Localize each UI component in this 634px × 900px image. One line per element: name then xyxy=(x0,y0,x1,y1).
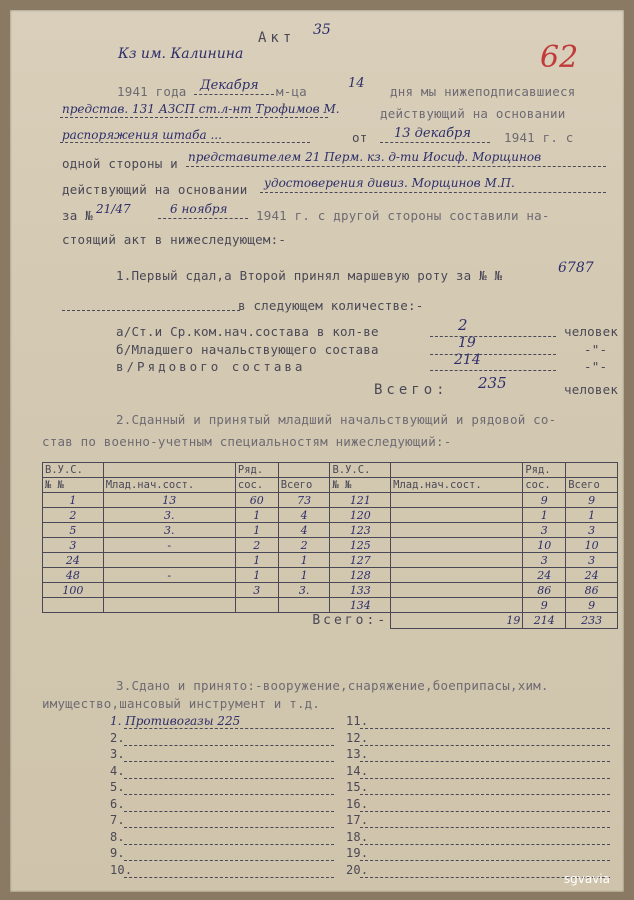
item-line: 2. xyxy=(110,730,125,745)
underline xyxy=(360,860,610,861)
item-line: 19. xyxy=(346,846,369,860)
table-cell: 24 xyxy=(523,568,566,583)
item-line: 20. xyxy=(346,862,369,877)
underline xyxy=(360,844,610,845)
underline xyxy=(360,794,610,795)
item-line: 12. xyxy=(346,730,369,745)
underline xyxy=(360,745,610,746)
total-label: Всего: xyxy=(374,382,449,398)
table-cell: 3 xyxy=(523,553,566,568)
table-cell: 4 xyxy=(278,508,330,523)
table-cell xyxy=(391,508,523,523)
row-b-value: 19 xyxy=(458,335,476,351)
table-cell: 86 xyxy=(566,583,618,598)
underline xyxy=(380,142,490,143)
table-cell: 121 xyxy=(330,493,391,508)
table-cell: 24 xyxy=(43,553,104,568)
line3-post: 1941 г. с xyxy=(504,130,574,145)
row-b-label: б/Младшего начальствующего состава xyxy=(116,342,379,357)
underline xyxy=(124,761,334,762)
table-cell: 100 xyxy=(43,583,104,598)
item-line: 6. xyxy=(110,796,125,811)
item-line: 3. xyxy=(110,747,125,761)
table-cell: 3. xyxy=(103,523,235,538)
table-cell: 9 xyxy=(566,598,618,613)
table-cell: 3 xyxy=(566,523,618,538)
item-line: 17. xyxy=(346,813,369,827)
table-cell xyxy=(103,598,235,613)
table-cell: - xyxy=(103,538,235,553)
line1-post: дня мы нижеподписавшиеся xyxy=(390,84,576,99)
col-blank xyxy=(391,463,523,478)
underline xyxy=(360,811,610,812)
underline xyxy=(158,218,248,219)
row-c-unit: -"- xyxy=(584,359,608,374)
table-cell: 2 xyxy=(43,508,104,523)
item-line: 10. xyxy=(110,862,133,877)
table-cell: 3 xyxy=(43,538,104,553)
sum-label: Всего:- xyxy=(312,613,389,628)
row-a-unit: человек xyxy=(564,324,619,339)
table-cell: 4 xyxy=(278,523,330,538)
table-cell: 1 xyxy=(566,508,618,523)
underline xyxy=(360,827,610,828)
underline xyxy=(124,827,334,828)
table-cell: 2 xyxy=(235,538,278,553)
document-title: Акт xyxy=(258,30,296,46)
p2-line1: 2.Сданный и принятый младший начальствующий и рядовой со- xyxy=(116,412,557,427)
p1-company-number: 6787 xyxy=(558,260,594,276)
underline xyxy=(124,860,334,861)
line4-representative: представителем 21 Перм. кз. д-ти Иосиф. Морщинов xyxy=(188,150,542,164)
table-cell: 3 xyxy=(523,523,566,538)
table-cell: 2 xyxy=(278,538,330,553)
table-cell: 9 xyxy=(566,493,618,508)
table-cell: 10 xyxy=(523,538,566,553)
item-line: 13. xyxy=(346,747,369,761)
underline xyxy=(124,877,334,878)
table-cell: 1 xyxy=(235,508,278,523)
table-row xyxy=(43,523,618,538)
table-cell xyxy=(391,493,523,508)
total-unit: человек xyxy=(564,382,619,397)
archive-page-number: 62 xyxy=(540,40,579,75)
row-a-value: 2 xyxy=(458,316,468,334)
sum-ryad: 214 xyxy=(523,613,566,629)
table-cell: 1 xyxy=(278,553,330,568)
line6-number: 21/47 xyxy=(96,202,131,216)
table-cell xyxy=(391,538,523,553)
table-cell: 9 xyxy=(523,598,566,613)
table-cell: 60 xyxy=(235,493,278,508)
table-cell: 1 xyxy=(43,493,104,508)
col-mlad-right: Млад.нач.сост. xyxy=(391,478,523,493)
line6-pre: за № xyxy=(62,208,93,223)
line1-day: 14 xyxy=(348,76,365,91)
table-cell: 133 xyxy=(330,583,391,598)
underline xyxy=(60,117,328,118)
line1-year: 1941 года xyxy=(117,84,187,99)
line3-date: 13 декабря xyxy=(394,126,471,141)
table-cell xyxy=(235,598,278,613)
line3-basis: распоряжения штаба ... xyxy=(62,128,222,142)
underline xyxy=(62,310,240,311)
item-line: 1. Противогазы 225 xyxy=(110,714,241,728)
line4-pre: одной стороны и xyxy=(62,156,178,171)
table-cell xyxy=(391,553,523,568)
table-cell: 1 xyxy=(235,523,278,538)
p2-line2: став по военно-учетным специальностям нижеследующий:- xyxy=(42,434,452,449)
table-row xyxy=(43,538,618,553)
col-ryad-right: Ряд. xyxy=(523,463,566,478)
table-cell: - xyxy=(103,568,235,583)
col-total-right: Всего xyxy=(566,478,618,493)
item-line: 7. xyxy=(110,813,125,827)
underline xyxy=(186,166,606,167)
underline xyxy=(430,370,556,371)
col-mlad-left: Млад.нач.сост. xyxy=(103,478,235,493)
table-cell xyxy=(103,553,235,568)
underline xyxy=(124,844,334,845)
underline xyxy=(60,142,310,143)
p3-line1: 3.Сдано и принято:-вооружение,снаряжение,боеприпасы,хим. xyxy=(116,678,549,693)
line7: стоящий акт в нижеследующем:- xyxy=(62,232,287,247)
table-cell: 134 xyxy=(330,598,391,613)
place: Кз им. Калинина xyxy=(118,46,244,62)
col-sos-left: сос. xyxy=(235,478,278,493)
table-cell xyxy=(391,523,523,538)
row-c-label: в/Рядового состава xyxy=(116,359,306,374)
underline xyxy=(124,811,334,812)
p3-line2: имущество,шансовый инструмент и т.д. xyxy=(42,696,321,711)
table-row xyxy=(43,583,618,598)
watermark: sgvavia xyxy=(563,872,610,886)
table-cell: 120 xyxy=(330,508,391,523)
table-cell: 1 xyxy=(523,508,566,523)
table-cell: 3 xyxy=(566,553,618,568)
table-cell: 1 xyxy=(235,568,278,583)
table-row xyxy=(43,598,618,613)
underline xyxy=(430,354,556,355)
table-cell: 73 xyxy=(278,493,330,508)
col-vus-right: В.У.С. xyxy=(330,463,391,478)
underline xyxy=(430,336,556,337)
col-sos-right: сос. xyxy=(523,478,566,493)
underline xyxy=(260,192,606,193)
item-line: 8. xyxy=(110,829,125,844)
item-line: 9. xyxy=(110,846,125,860)
table-row xyxy=(43,568,618,583)
table-cell: 10 xyxy=(566,538,618,553)
table-cell xyxy=(391,583,523,598)
line1-mid: м-ца xyxy=(276,84,307,99)
col-ryad-left: Ряд. xyxy=(235,463,278,478)
col-blank xyxy=(103,463,235,478)
underline xyxy=(124,794,334,795)
underline xyxy=(360,761,610,762)
col-total-left: Всего xyxy=(278,478,330,493)
table-cell xyxy=(103,583,235,598)
table-cell: 3. xyxy=(278,583,330,598)
line2-post: действующий на основании xyxy=(380,106,566,121)
table-cell: 1 xyxy=(278,568,330,583)
line3-from: от xyxy=(352,130,368,145)
table-cell: 13 xyxy=(103,493,235,508)
table-cell xyxy=(391,568,523,583)
item-line: 11. xyxy=(346,714,369,728)
line5-basis: удостоверения дивиз. Морщинов М.П. xyxy=(264,176,515,190)
line6-post: 1941 г. с другой стороны составили на- xyxy=(256,208,550,223)
sum-mlad: 19 xyxy=(391,613,523,629)
item-line: 16. xyxy=(346,796,369,811)
item-line: 15. xyxy=(346,780,369,794)
table-cell: 123 xyxy=(330,523,391,538)
table-cell xyxy=(278,598,330,613)
table-cell: 3. xyxy=(103,508,235,523)
table-cell: 3 xyxy=(235,583,278,598)
sum-total: 233 xyxy=(566,613,618,629)
row-b-unit: -"- xyxy=(584,342,608,357)
table-cell: 1 xyxy=(235,553,278,568)
underline xyxy=(360,728,610,729)
table-cell: 5 xyxy=(43,523,104,538)
table-row xyxy=(43,553,618,568)
act-number: 35 xyxy=(313,22,331,38)
document-page xyxy=(10,10,624,892)
col-blank xyxy=(278,463,330,478)
table-cell: 125 xyxy=(330,538,391,553)
line2-representative: представ. 131 АЗСП ст.л-нт Трофимов М. xyxy=(62,102,340,116)
table-cell xyxy=(43,598,104,613)
col-num-left: № № xyxy=(43,478,104,493)
col-num-right: № № xyxy=(330,478,391,493)
item-line: 18. xyxy=(346,829,369,844)
table-cell: 9 xyxy=(523,493,566,508)
col-vus-left: В.У.С. xyxy=(43,463,104,478)
col-blank xyxy=(566,463,618,478)
line6-date: 6 ноября xyxy=(170,202,228,216)
table-cell: 128 xyxy=(330,568,391,583)
row-a-label: а/Ст.и Ср.ком.нач.состава в кол-ве xyxy=(116,324,379,339)
table-cell: 86 xyxy=(523,583,566,598)
specialty-table xyxy=(42,462,618,629)
line5-pre: действующий на основании xyxy=(62,182,248,197)
row-c-value: 214 xyxy=(454,352,481,368)
p1-post: в следующем количестве:- xyxy=(238,298,424,313)
underline xyxy=(360,778,610,779)
underline xyxy=(124,778,334,779)
table-cell: 127 xyxy=(330,553,391,568)
table-row xyxy=(43,508,618,523)
item-line: 4. xyxy=(110,763,125,778)
table-cell xyxy=(391,598,523,613)
table-cell: 24 xyxy=(566,568,618,583)
underline xyxy=(124,745,334,746)
line1-month: Декабря xyxy=(200,78,259,93)
item-line: 5. xyxy=(110,780,125,794)
table-cell: 48 xyxy=(43,568,104,583)
underline xyxy=(124,728,334,729)
underline xyxy=(194,94,274,95)
table-row xyxy=(43,493,618,508)
item-line: 14. xyxy=(346,763,369,778)
total-value: 235 xyxy=(478,374,507,392)
p1-text: 1.Первый сдал,а Второй принял маршевую роту за № № xyxy=(116,268,503,283)
